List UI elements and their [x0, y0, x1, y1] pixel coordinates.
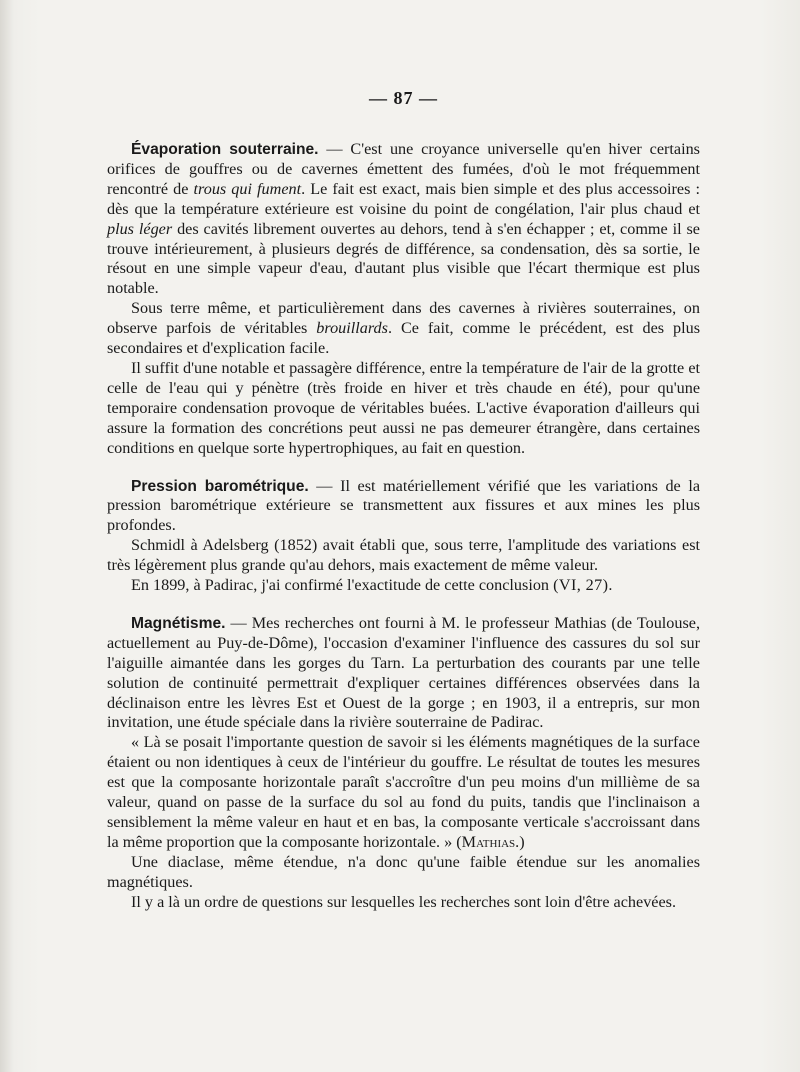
paragraph-pression-3: En 1899, à Padirac, j'ai confirmé l'exactitude de cette conclusion (VI, 27).	[131, 576, 613, 595]
italic-term: trous qui fument	[193, 179, 302, 198]
paragraph-evaporation-3: Il suffit d'une notable et passagère différence, entre la température de l'air de la grotte et celle de l'eau qui y pénètre (très froide en hiver et très chaude en été), pour qu'une temporaire condensation provoque de véritables buées. L'active évaporation d'ailleurs qui assure la formation des concrétions peut aussi ne pas demeurer étrangère, dans certaines conditions en quelque sorte hypertrophiques, au fait en question.	[107, 358, 700, 457]
paragraph-evaporation-2: Sous terre même, et particulièrement dans des cavernes à rivières souterraines, on observe parfois de véritables brouillards. Ce fait, comme le précédent, est des plus secondaires et d'explication facile.	[107, 299, 700, 358]
paragraph-evaporation-1: Évaporation souterraine. — C'est une croyance universelle qu'en hiver certains orifices de gouffres ou de cavernes émettent des fumées, d'où le mot fréquemment rencontré de trous qui fument. Le fait est exact, mais bien simple et des plus accessoires : dès que la température extérieure est voisine du point de congélation, l'air plus chaud et plus léger des cavités librement ouvertes au dehors, tend à s'en échapper ; et, comme il se trouve intérieurement, à plusieurs degrés de différence, sa condensation, dès sa sortie, le résout en une simple vapeur d'eau, d'autant plus visible que l'écart thermique est plus notable.	[107, 140, 700, 298]
paragraph-magnetisme-4: Il y a là un ordre de questions sur lesquelles les recherches sont loin d'être achevées.	[131, 892, 677, 911]
quote-attribution: (Mathias.)	[456, 832, 525, 851]
italic-term: plus léger	[107, 219, 173, 238]
paragraph-magnetisme-2: « Là se posait l'importante question de savoir si les éléments magnétiques de la surface étaient ou non identiques à ceux de l'intérieur du gouffre. Le résultat de toutes les mesures est que la composante horizontale paraît s'accroître d'un peu moins d'un millième de sa valeur, quand on passe de la surface du sol au fond du puits, tandis que l'inclinaison a sensiblement la même valeur en haut et en bas, la composante verticale s'accroissant dans la même proportion que la composante horizontale. » (Mathias.)	[107, 733, 700, 851]
section-heading-magnetisme: Magnétisme.	[131, 614, 226, 632]
page-number: — 87 —	[369, 88, 438, 108]
section-heading-pression: Pression barométrique.	[131, 477, 309, 495]
paragraph-pression-1: Pression barométrique. — Il est matériellement vérifié que les variations de la pression barométrique extérieure se transmettent aux fissures et aux mines les plus profondes.	[107, 476, 700, 535]
page-body	[107, 140, 700, 913]
paragraph-magnetisme-1: Magnétisme. — Mes recherches ont fourni à M. le professeur Mathias (de Toulouse, actuellement au Puy-de-Dôme), l'occasion d'examiner l'influence des cassures du sol sur l'aiguille aimantée dans les gorges du Tarn. La perturbation des courants par une telle solution de continuité permettrait d'expliquer certaines différences observées dans la déclinaison entre les lèvres Est et Ouest de la gorge ; en 1903, il a entrepris, sur mon invitation, une étude spéciale dans la rivière souterraine de Padirac.	[107, 613, 701, 732]
bibliographic-reference: (VI, 27)	[553, 576, 609, 595]
section-heading-evaporation: Évaporation souterraine.	[131, 141, 319, 158]
paragraph-pression-2: Schmidl à Adelsberg (1852) avait établi que, sous terre, l'amplitude des variations est très légèrement plus grande qu'au dehors, mais exactement de même valeur.	[107, 536, 700, 575]
italic-term: brouillards	[316, 319, 388, 338]
paragraph-magnetisme-3: Une diaclase, même étendue, n'a donc qu'une faible étendue sur les anomalies magnétiques.	[107, 852, 700, 891]
